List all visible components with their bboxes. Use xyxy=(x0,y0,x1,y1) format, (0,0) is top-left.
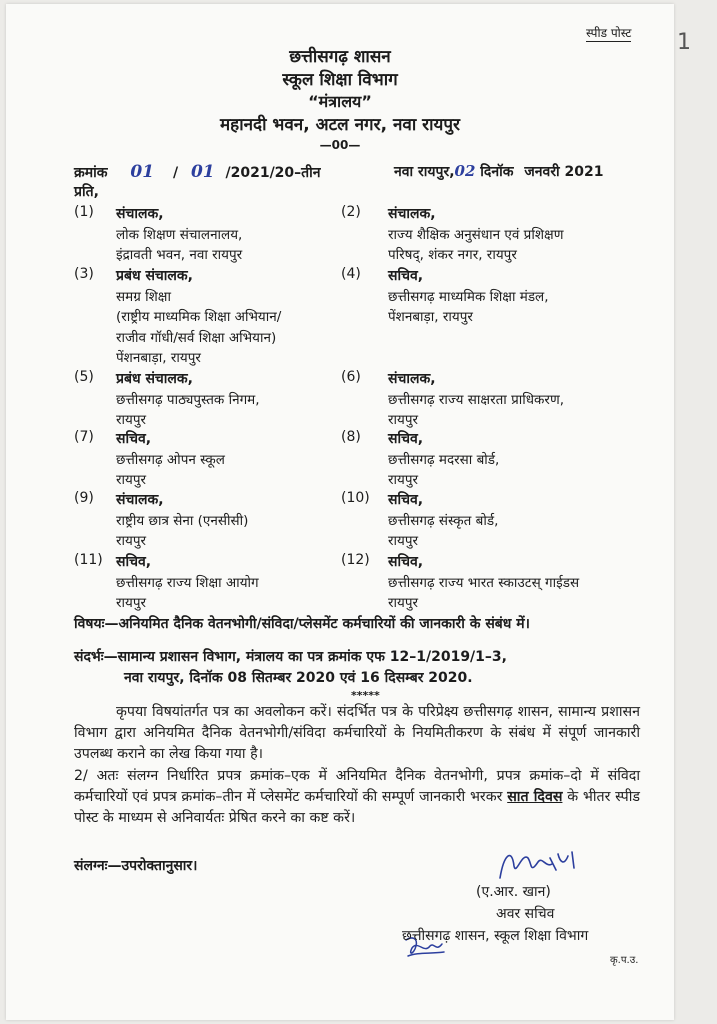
recipient-address-line: छत्तीसगढ़ राज्य भारत स्काउटस् गाईडस xyxy=(388,574,580,591)
recipient-address-line: छत्तीसगढ़ राज्य शिक्षा आयोग xyxy=(116,574,259,591)
letter-date: नवा रायपुर,02 दिनॉक जनवरी 2021 xyxy=(394,162,604,180)
letter-reference-number: क्रमांक 01 / 01 /2021/20–तीन xyxy=(74,162,321,182)
recipient-title: संचालक, xyxy=(116,492,164,508)
enclosure-line: संलग्नः—उपरोक्तानुसार। xyxy=(74,858,198,874)
subject-line: विषयः—अनियमित दैनिक वेतनभोगी/संविदा/प्लेसमेंट कर्मचारियों की जानकारी के संबंध में। xyxy=(74,616,530,632)
recipient-number: (5) xyxy=(74,369,94,385)
handwritten-day: 02 xyxy=(454,162,476,180)
header-mantralaya: “मंत्रालय” xyxy=(308,92,372,111)
recipient-address-line: इंद्रावती भवन, नवा रायपुर xyxy=(116,247,243,263)
recipient-address-line: छत्तीसगढ़ माध्यमिक शिक्षा मंडल, xyxy=(388,288,549,305)
recipient-title: प्रबंध संचालक, xyxy=(116,268,193,284)
page-number: 1 xyxy=(677,30,691,55)
recipient-title: सचिव, xyxy=(388,492,424,508)
recipient-number: (8) xyxy=(341,429,361,445)
recipient-address-line: छत्तीसगढ़ पाठ्यपुस्तक निगम, xyxy=(116,391,260,408)
pto-note: कृ.प.उ. xyxy=(610,955,639,966)
signatory-name: (ए.आर. खान) xyxy=(476,884,551,900)
recipient-address-line: राष्ट्रीय छात्र सेना (एनसीसी) xyxy=(116,512,249,529)
header-separator: —00— xyxy=(319,138,361,152)
signatory-department: छत्तीसगढ़ शासन, स्कूल शिक्षा विभाग xyxy=(402,928,589,944)
recipient-number: (11) xyxy=(74,552,103,568)
recipient-address-line: रायपुर xyxy=(116,533,147,549)
signatory-designation: अवर सचिव xyxy=(496,906,555,922)
recipient-number: (2) xyxy=(341,204,361,220)
recipient-number: (6) xyxy=(341,369,361,385)
recipient-address-line: रायपुर xyxy=(116,595,147,611)
recipient-address-line: रायपुर xyxy=(388,472,419,488)
deadline-emphasis: सात दिवस xyxy=(507,789,563,805)
recipient-title: संचालक, xyxy=(388,371,436,387)
recipient-number: (4) xyxy=(341,266,361,282)
recipient-address-line: रायपुर xyxy=(388,412,419,428)
header-government: छत्तीसगढ़ शासन xyxy=(289,47,391,67)
recipient-number: (12) xyxy=(341,552,370,568)
recipient-title: सचिव, xyxy=(388,554,424,570)
letter-page xyxy=(6,4,674,1020)
recipient-address-line: राज्य शैक्षिक अनुसंधान एवं प्रशिक्षण xyxy=(388,226,564,243)
signature-image xyxy=(494,844,584,884)
header-department: स्कूल शिक्षा विभाग xyxy=(282,70,398,90)
handwritten-number-1: 01 xyxy=(130,162,155,182)
recipient-address-line: लोक शिक्षण संचालनालय, xyxy=(116,226,243,243)
speed-post-label: स्पीड पोस्ट xyxy=(586,26,632,40)
recipient-address-line: समग्र शिक्षा xyxy=(116,288,171,305)
recipient-address-line: रायपुर xyxy=(116,412,147,428)
header-address: महानदी भवन, अटल नगर, नवा रायपुर xyxy=(220,115,460,135)
recipient-address-line: रायपुर xyxy=(116,472,147,488)
recipient-address-line: रायपुर xyxy=(388,595,419,611)
recipient-number: (3) xyxy=(74,266,94,282)
recipient-number: (7) xyxy=(74,429,94,445)
recipient-number: (10) xyxy=(341,490,370,506)
recipient-number: (9) xyxy=(74,490,94,506)
recipient-address-line: (राष्ट्रीय माध्यमिक शिक्षा अभियान/ xyxy=(116,309,282,325)
recipient-address-line: पेंशनबाड़ा, रायपुर xyxy=(388,309,473,325)
recipient-address-line: पेंशनबाड़ा, रायपुर xyxy=(116,350,201,366)
recipient-address-line: छत्तीसगढ़ ओपन स्कूल xyxy=(116,451,225,468)
recipient-title: सचिव, xyxy=(388,268,424,284)
reference-line-1: संदर्भः—सामान्य प्रशासन विभाग, मंत्रालय का पत्र क्रमांक एफ 12–1/2019/1–3, xyxy=(74,649,507,665)
recipient-address-line: परिषद्, शंकर नगर, रायपुर xyxy=(388,247,517,263)
recipient-address-line: छत्तीसगढ़ मदरसा बोर्ड, xyxy=(388,451,500,468)
recipient-number: (1) xyxy=(74,204,94,220)
body-paragraph-1: कृपया विषयांतर्गत पत्र का अवलोकन करें। संदर्भित पत्र के परिप्रेक्ष्य छत्तीसगढ़ शासन, सामान्य प्रशासन विभाग द्वारा अनियमित दैनिक वेतनभोगी/संविदा कर्मचारियों के नियमितीकरण के संबंध में संपूर्ण जानकारी उपलब्ध कराने का लेख किया गया है। xyxy=(74,704,640,762)
recipient-address-line: रायपुर xyxy=(388,533,419,549)
recipient-title: सचिव, xyxy=(116,431,152,447)
body-paragraph-2: 2/ अतः संलग्न निर्धारित प्रपत्र क्रमांक–एक में अनियमित दैनिक वेतनभोगी, प्रपत्र क्रमांक–दो में संविदा कर्मचारियों एवं प्रपत्र क्रमांक–तीन में प्लेसमेंट कर्मचारियों की सम्पूर्ण जानकारी भरकर सात दिवस के भीतर स्पीड पोस्ट के माध्यम से अनिवार्यतः प्रेषित करने का कष्ट करें। xyxy=(74,768,640,826)
recipient-address-line: छत्तीसगढ़ संस्कृत बोर्ड, xyxy=(388,512,499,529)
recipient-title: संचालक, xyxy=(116,206,164,222)
recipient-address-line: छत्तीसगढ़ राज्य साक्षरता प्राधिकरण, xyxy=(388,391,564,408)
recipient-title: सचिव, xyxy=(116,554,152,570)
recipient-address-line: राजीव गॉधी/सर्व शिक्षा अभियान) xyxy=(116,329,277,346)
to-label: प्रति, xyxy=(74,184,99,200)
stars-separator: ***** xyxy=(351,689,380,702)
handwritten-number-2: 01 xyxy=(190,162,215,182)
recipient-title: प्रबंध संचालक, xyxy=(116,371,193,387)
reference-line-2: नवा रायपुर, दिनॉक 08 सितम्बर 2020 एवं 16 दिसम्बर 2020. xyxy=(124,670,473,686)
recipient-title: सचिव, xyxy=(388,431,424,447)
recipient-title: संचालक, xyxy=(388,206,436,222)
